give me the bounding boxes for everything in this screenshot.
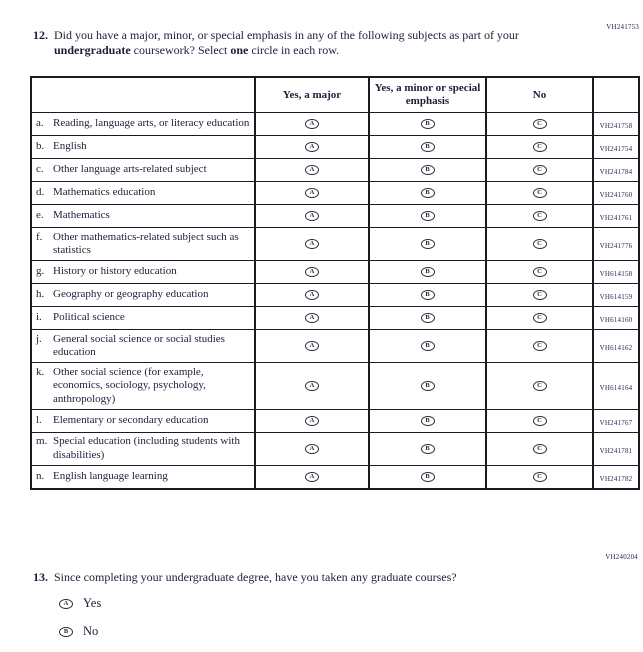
row-letter: n. — [36, 469, 45, 482]
cell-yes-minor — [369, 261, 486, 284]
subject-cell — [31, 432, 255, 465]
row-code-cell — [593, 330, 639, 363]
header-subject-blank — [31, 77, 255, 113]
cell-yes-minor — [369, 136, 486, 159]
question-13-number: 13. — [33, 570, 48, 584]
subject-cell — [31, 261, 255, 284]
cell-yes-major — [255, 307, 369, 330]
subject-cell — [31, 182, 255, 205]
row-code: VH614162 — [599, 344, 633, 352]
bubble-no[interactable]: C — [533, 341, 547, 351]
cell-yes-minor — [369, 330, 486, 363]
subject-cell — [31, 113, 255, 136]
bubble-yes-minor[interactable]: B — [421, 142, 435, 152]
row-letter: l. — [36, 413, 42, 426]
cell-yes-minor — [369, 113, 486, 136]
row-letter: d. — [36, 186, 45, 199]
row-code-cell — [593, 205, 639, 228]
bubble-yes-major[interactable]: A — [305, 416, 319, 426]
table-row — [31, 284, 639, 307]
row-code: VH241758 — [599, 122, 633, 130]
cell-yes-minor — [369, 363, 486, 410]
row-code: VH241761 — [599, 214, 633, 222]
cell-yes-major — [255, 159, 369, 182]
cell-yes-minor — [369, 205, 486, 228]
table-row — [31, 330, 639, 363]
answer-option — [59, 596, 101, 611]
row-code: VH241782 — [599, 474, 633, 483]
cell-yes-minor — [369, 159, 486, 182]
question-13 — [33, 570, 613, 585]
row-code-cell — [593, 307, 639, 330]
subject-cell — [31, 205, 255, 228]
row-code-cell — [593, 182, 639, 205]
subjects-table-body — [31, 113, 639, 489]
row-label: Other language arts-related subject — [53, 163, 207, 176]
table-row — [31, 228, 639, 261]
row-code: VH241784 — [599, 168, 633, 176]
cell-yes-major — [255, 284, 369, 307]
bubble-yes-major[interactable]: A — [305, 165, 319, 175]
bubble-yes-major[interactable]: A — [305, 381, 319, 391]
cell-yes-major — [255, 261, 369, 284]
cell-yes-major — [255, 432, 369, 465]
bubble-no[interactable]: C — [533, 119, 547, 129]
cell-yes-major — [255, 113, 369, 136]
table-row — [31, 261, 639, 284]
cell-no — [486, 113, 593, 136]
subject-cell — [31, 465, 255, 489]
cell-no — [486, 205, 593, 228]
table-row — [31, 205, 639, 228]
table-row — [31, 307, 639, 330]
question-12 — [33, 28, 553, 58]
row-label: Elementary or secondary education — [53, 413, 209, 426]
bubble-yes-major[interactable]: A — [305, 239, 319, 249]
question-12-number: 12. — [33, 28, 48, 42]
bubble-yes-minor[interactable]: B — [421, 313, 435, 323]
row-label: English — [53, 140, 87, 153]
answer-label: Yes — [83, 596, 102, 610]
row-code-cell — [593, 113, 639, 136]
question-13-text: Since completing your undergraduate degree, have you taken any graduate courses? — [54, 570, 457, 584]
table-header-row — [31, 77, 639, 113]
row-label: Mathematics — [53, 209, 110, 222]
row-letter: g. — [36, 265, 45, 278]
header-yes-major: Yes, a major — [255, 77, 369, 113]
row-label: General social science or social studies education — [53, 332, 225, 358]
bubble-yes-minor[interactable]: B — [421, 416, 435, 426]
bubble-no[interactable]: C — [533, 313, 547, 323]
row-code-cell — [593, 284, 639, 307]
cell-no — [486, 432, 593, 465]
bubble-no[interactable]: C — [533, 381, 547, 391]
row-code: VH241760 — [599, 191, 633, 199]
row-label: English language learning — [53, 469, 168, 482]
cell-no — [486, 136, 593, 159]
row-label: Reading, language arts, or literacy education — [53, 117, 250, 130]
bubble-no[interactable]: C — [533, 444, 547, 454]
cell-yes-major — [255, 182, 369, 205]
bubble-yes-major[interactable]: A — [305, 444, 319, 454]
bubble-yes-minor[interactable]: B — [421, 211, 435, 221]
row-letter: j. — [36, 332, 42, 345]
cell-no — [486, 307, 593, 330]
cell-yes-major — [255, 409, 369, 432]
subject-cell — [31, 409, 255, 432]
cell-yes-major — [255, 228, 369, 261]
bubble-no[interactable]: C — [533, 142, 547, 152]
subject-cell — [31, 330, 255, 363]
row-code: VH614158 — [599, 270, 633, 278]
bubble-yes-minor[interactable]: B — [421, 472, 435, 482]
cell-no — [486, 363, 593, 410]
bubble-no[interactable]: C — [533, 211, 547, 221]
row-letter: a. — [36, 117, 44, 130]
bubble-no[interactable]: C — [533, 188, 547, 198]
subject-cell — [31, 307, 255, 330]
cell-yes-major — [255, 205, 369, 228]
bubble-no[interactable]: C — [533, 239, 547, 249]
row-code: VH241776 — [599, 242, 633, 250]
cell-yes-minor — [369, 182, 486, 205]
cell-yes-minor — [369, 409, 486, 432]
row-code-cell — [593, 228, 639, 261]
row-code-cell — [593, 409, 639, 432]
row-code: VH614164 — [599, 383, 633, 392]
header-yes-minor: Yes, a minor or special emphasis — [369, 77, 486, 113]
cell-no — [486, 409, 593, 432]
bubble-yes-major[interactable]: A — [305, 211, 319, 221]
subjects-table — [30, 76, 640, 490]
bubble-yes-minor[interactable]: B — [421, 188, 435, 198]
row-letter: c. — [36, 163, 44, 176]
cell-yes-minor — [369, 228, 486, 261]
cell-yes-major — [255, 363, 369, 410]
bubble-yes-major[interactable]: A — [305, 188, 319, 198]
header-code-blank — [593, 77, 639, 113]
question-13-code: VH240204 — [605, 553, 638, 561]
cell-no — [486, 182, 593, 205]
cell-yes-major — [255, 330, 369, 363]
bubble-yes-minor[interactable]: B — [421, 290, 435, 300]
row-letter: i. — [36, 311, 42, 324]
table-row — [31, 113, 639, 136]
subject-cell — [31, 363, 255, 410]
bubble-yes-minor[interactable]: B — [421, 381, 435, 391]
bubble-yes-major[interactable]: A — [305, 341, 319, 351]
bubble-no[interactable]: C — [533, 416, 547, 426]
cell-yes-minor — [369, 307, 486, 330]
row-label: Geography or geography education — [53, 288, 209, 301]
table-row — [31, 465, 639, 489]
bubble-yes-minor[interactable]: B — [421, 119, 435, 129]
question-12-code: VH241753 — [606, 23, 639, 31]
bubble-yes-major[interactable]: A — [305, 267, 319, 277]
cell-no — [486, 465, 593, 489]
table-row — [31, 159, 639, 182]
subject-cell — [31, 228, 255, 261]
cell-no — [486, 261, 593, 284]
answer-option — [59, 624, 101, 639]
row-code: VH241754 — [599, 145, 633, 153]
row-code: VH614160 — [599, 316, 633, 324]
table-row — [31, 182, 639, 205]
row-code: VH241781 — [599, 446, 633, 455]
bubble-no[interactable]: C — [533, 290, 547, 300]
table-row — [31, 432, 639, 465]
row-code: VH241767 — [599, 418, 633, 427]
row-code-cell — [593, 432, 639, 465]
bubble-yes-minor[interactable]: B — [421, 444, 435, 454]
row-letter: f. — [36, 230, 43, 243]
bubble-yes-major[interactable]: A — [305, 313, 319, 323]
row-label: Special education (including students with disabilities) — [53, 435, 240, 461]
cell-yes-major — [255, 136, 369, 159]
table-row — [31, 136, 639, 159]
subject-cell — [31, 159, 255, 182]
row-code-cell — [593, 136, 639, 159]
row-code: VH614159 — [599, 293, 633, 301]
bubble-yes-minor[interactable]: B — [421, 165, 435, 175]
row-label: Other social science (for example, economics, sociology, psychology, anthropology) — [53, 365, 206, 405]
table-row — [31, 363, 639, 410]
bubble-no[interactable]: C — [533, 472, 547, 482]
row-code-cell — [593, 363, 639, 410]
row-label: Mathematics education — [53, 186, 156, 199]
subject-cell — [31, 284, 255, 307]
cell-yes-minor — [369, 432, 486, 465]
row-label: Other mathematics-related subject such as statistics — [53, 230, 239, 256]
row-letter: h. — [36, 288, 45, 301]
answer-bubble[interactable]: A — [59, 599, 73, 609]
bubble-no[interactable]: C — [533, 267, 547, 277]
bubble-no[interactable]: C — [533, 165, 547, 175]
cell-yes-major — [255, 465, 369, 489]
row-code-cell — [593, 465, 639, 489]
question-13-options — [59, 596, 101, 652]
bubble-yes-minor[interactable]: B — [421, 341, 435, 351]
row-letter: e. — [36, 209, 44, 222]
cell-no — [486, 159, 593, 182]
cell-no — [486, 228, 593, 261]
row-letter: k. — [36, 365, 45, 378]
bubble-yes-minor[interactable]: B — [421, 267, 435, 277]
answer-bubble[interactable]: B — [59, 627, 73, 637]
bubble-yes-minor[interactable]: B — [421, 239, 435, 249]
cell-no — [486, 284, 593, 307]
row-letter: m. — [36, 435, 48, 447]
bubble-yes-major[interactable]: A — [305, 142, 319, 152]
subject-cell — [31, 136, 255, 159]
bubble-yes-major[interactable]: A — [305, 472, 319, 482]
cell-no — [486, 330, 593, 363]
row-label: Political science — [53, 311, 125, 324]
table-row — [31, 409, 639, 432]
bubble-yes-major[interactable]: A — [305, 290, 319, 300]
row-label: History or history education — [53, 265, 177, 278]
question-12-text: Did you have a major, minor, or special emphasis in any of the following subjects as part of your undergraduate coursework? Select one circle in each row. — [54, 28, 519, 57]
row-code-cell — [593, 159, 639, 182]
header-no: No — [486, 77, 593, 113]
row-letter: b. — [36, 140, 45, 153]
bubble-yes-major[interactable]: A — [305, 119, 319, 129]
row-code-cell — [593, 261, 639, 284]
answer-label: No — [83, 624, 99, 638]
cell-yes-minor — [369, 465, 486, 489]
cell-yes-minor — [369, 284, 486, 307]
